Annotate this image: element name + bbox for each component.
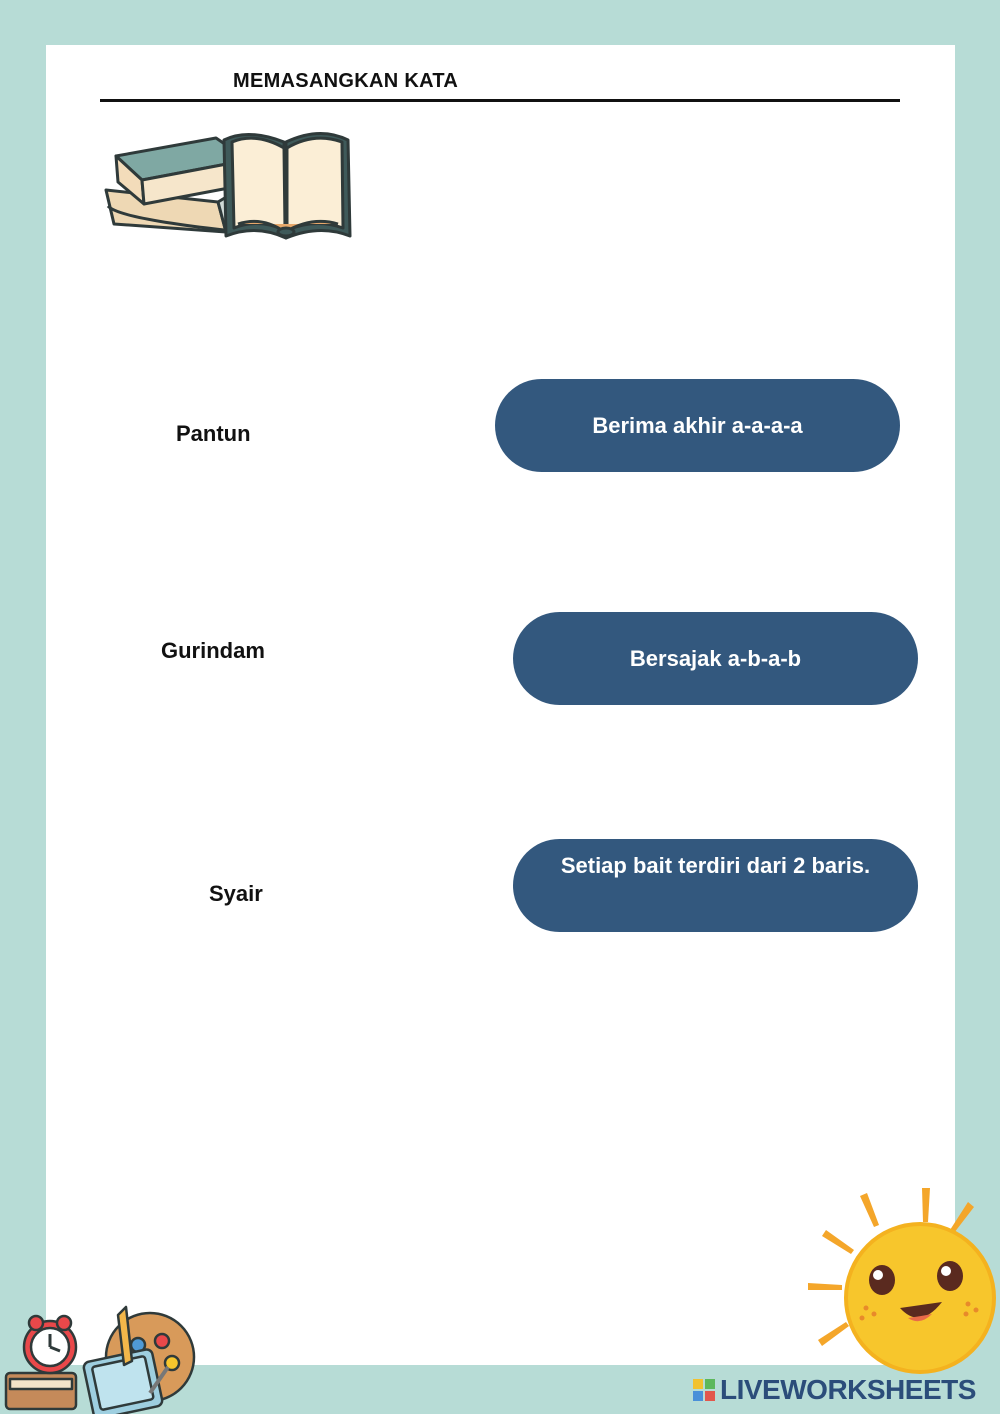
term-gurindam[interactable]: Gurindam: [161, 638, 265, 663]
sun-illustration-icon: [800, 1180, 1000, 1380]
term-syair[interactable]: Syair: [209, 881, 263, 906]
liveworksheets-logo-icon: [692, 1378, 716, 1402]
school-supplies-illustration-icon: [0, 1295, 215, 1414]
answer-pill-label: Berima akhir a-a-a-a: [592, 412, 803, 438]
liveworksheets-brand: [692, 1374, 976, 1406]
answer-pill-1[interactable]: [495, 379, 900, 472]
answer-pill-label: Setiap bait terdiri dari 2 baris.: [560, 853, 871, 878]
term-pantun[interactable]: Pantun: [176, 421, 251, 446]
books-illustration-icon: [98, 120, 373, 255]
answer-pill-3[interactable]: [513, 839, 918, 932]
answer-pill-label: Bersajak a-b-a-b: [629, 645, 802, 671]
brand-wordmark: LIVEWORKSHEETS: [720, 1374, 976, 1405]
answer-pill-2[interactable]: [513, 612, 918, 705]
title-divider: [100, 99, 900, 102]
page-title: MEMASANGKAN KATA: [233, 70, 459, 92]
